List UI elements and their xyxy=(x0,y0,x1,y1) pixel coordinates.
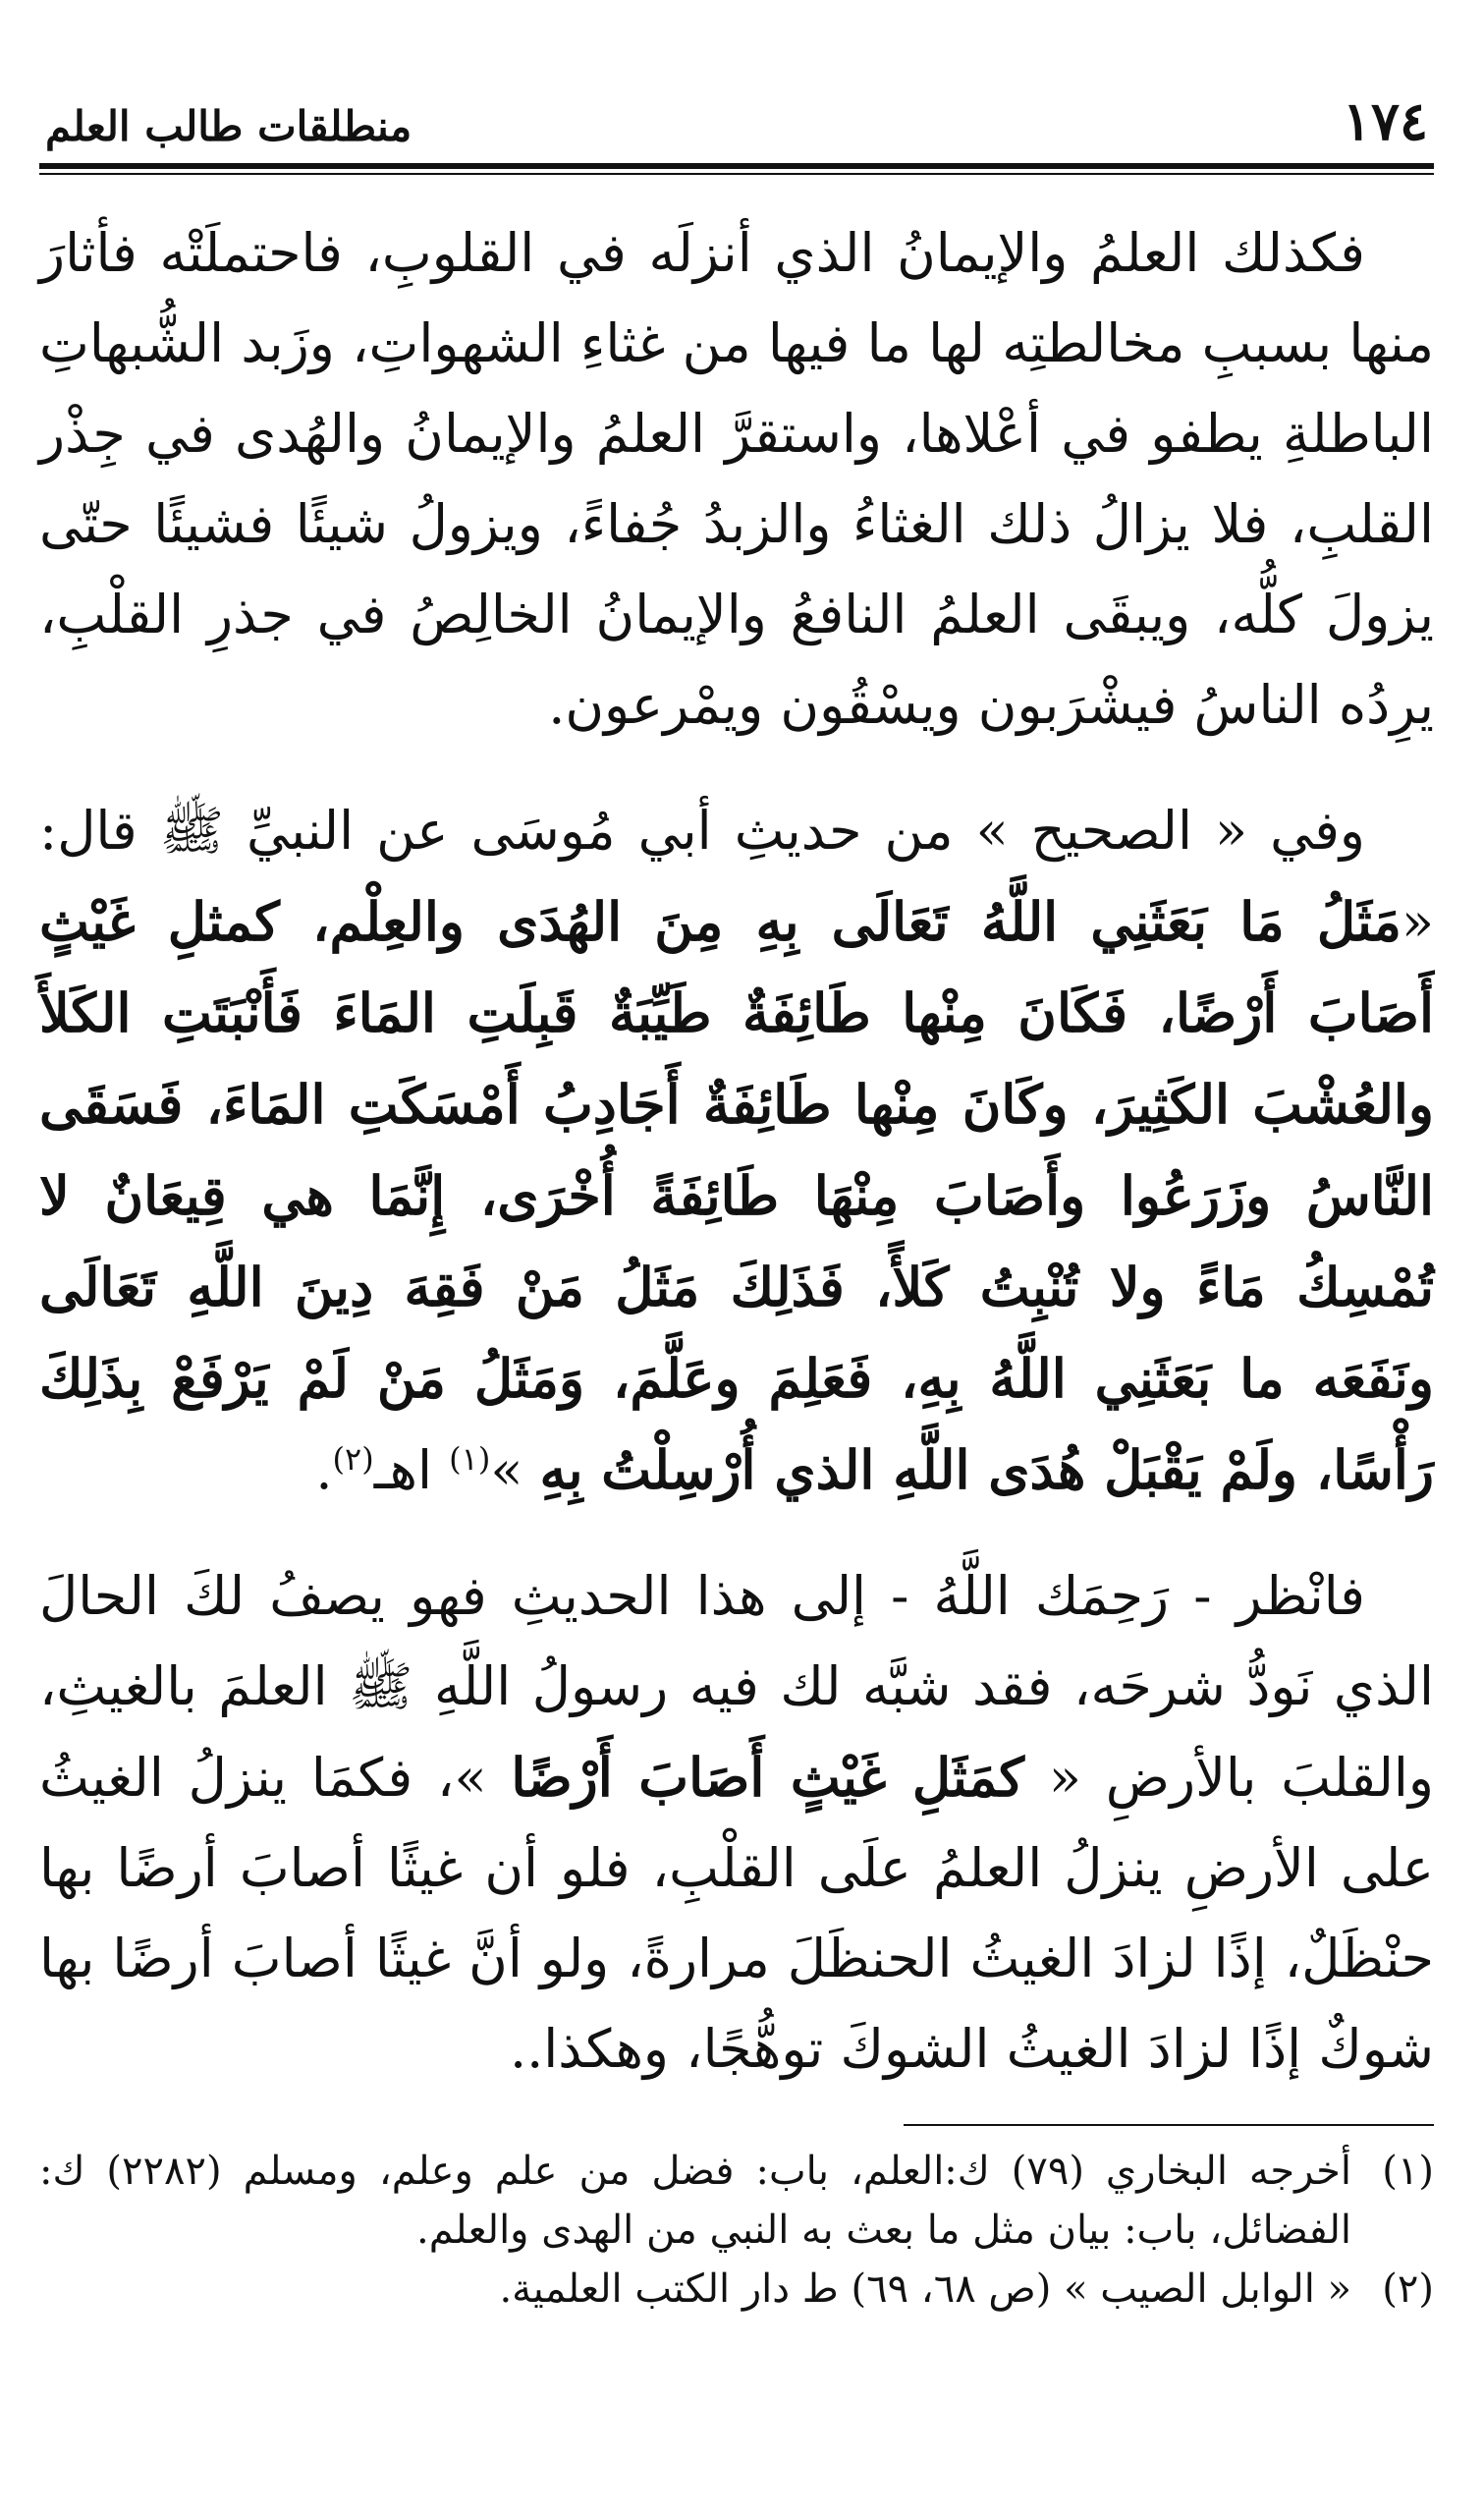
book-page xyxy=(39,79,1434,2476)
footnote-1-number: (١) xyxy=(1382,2149,1434,2194)
footnotes xyxy=(39,2142,1434,2319)
page-number: ١٧٤ xyxy=(1342,89,1428,152)
paragraph-3-part-2: »، فكمَا ينزلُ الغيثُ على الأرضِ ينزلُ العلمُ علَى القلْبِ، فلو أن غيثًا أصابَ أرضًا بها حنْظَلٌ، إذًا لزادَ الغيثُ الحنظَلَ مرارةً، ولو أنَّ غيثًا أصابَ أرضًا بها شوكٌ إذًا لزادَ الغيثُ الشوكَ توهُّجًا، وهكذا.. xyxy=(39,1747,1434,2080)
paragraph-2-end: . xyxy=(315,1439,333,1501)
paragraph-2 xyxy=(39,786,1434,1516)
footnote-rule xyxy=(904,2124,1434,2126)
footnote-ref-1: (١) xyxy=(449,1440,491,1478)
footnote-2-number: (٢) xyxy=(1382,2266,1434,2312)
paragraph-1: فكذلك العلمُ والإيمانُ الذي أنزلَه في القلوبِ، فاحتملَتْه فأثارَ منها بسببِ مخالطتِه لها ما فيها من غثاءِ الشهواتِ، وزَبد الشُّبهاتِ الباطلةِ يطفو في أعْلاها، واستقرَّ العلمُ والإيمانُ والهُدى في جِذْر القلبِ، فلا يزالُ ذلك الغثاءُ والزبدُ جُفاءً، ويزولُ شيئًا فشيئًا حتّى يزولَ كلُّه، ويبقَى العلمُ النافعُ والإيمانُ الخالِصُ في جذرِ القلْبِ، يرِدُه الناسُ فيشْرَبون ويسْقُون ويمْرعون. xyxy=(39,222,1434,736)
paragraph-2-intro: وفي « الصحيح » من حديثِ أبي مُوسَى عن النبيِّ ﷺ قال: « xyxy=(39,800,1434,953)
footnote-2 xyxy=(39,2260,1434,2319)
running-title: منطلقات طالب العلم xyxy=(45,102,412,150)
footnote-ref-2: (٢) xyxy=(332,1440,374,1478)
hadith-quote-bold: كمَثَلِ غَيْثٍ أَصَابَ أَرْضًا xyxy=(511,1746,1025,1809)
hadith-close-quote: » xyxy=(490,1439,540,1501)
page-header xyxy=(39,79,1434,152)
hadith-text: مَثَلُ مَا بَعَثَنِي اللَّهُ تَعَالَى بِهِ مِنَ الهُدَى والعِلْم، كمثلِ غَيْثٍ أَصَابَ أَرْضًا، فَكَانَ مِنْها طَائِفَةٌ طَيِّبَةٌ قَبِلَتِ المَاءَ فَأَنْبَتَتِ الكَلأَ والعُشْبَ الكَثِيرَ، وكَانَ مِنْها طَائِفَةٌ أَجَادِبُ أَمْسَكَتِ المَاءَ، فَسَقَى النَّاسُ وزَرَعُوا وأَصَابَ مِنْهَا طَائِفَةً أُخْرَى، إِنَّمَا هي قِيعَانٌ لا تُمْسِكُ مَاءً ولا تُنْبِتُ كَلأً، فَذَلِكَ مَثَلُ مَنْ فَقِهَ دِينَ اللَّهِ تَعَالَى ونَفَعَه ما بَعَثَنِي اللَّهُ بِهِ، فَعَلِمَ وعَلَّمَ، وَمَثَلُ مَنْ لَمْ يَرْفَعْ بِذَلِكَ رَأْسًا، ولَمْ يَقْبَلْ هُدَى اللَّهِ الذي أُرْسِلْتُ بِهِ xyxy=(39,890,1434,1501)
paragraph-2-tail: اهـ xyxy=(373,1439,450,1501)
footnote-1-text: أخرجه البخاري (٧٩) ك:العلم، باب: فضل من علم وعلم، ومسلم (٢٢٨٢) ك: الفضائل، باب: بيان مثل ما بعث به النبي من الهدى والعلم. xyxy=(39,2149,1352,2253)
footnote-2-text: « الوابل الصيب » (ص ٦٨، ٦٩) ط دار الكتب العلمية. xyxy=(499,2266,1351,2312)
paragraph-3 xyxy=(39,1551,1434,2095)
main-text xyxy=(39,208,1434,2095)
paragraph-3-part-1: فانْظر - رَحِمَك اللَّهُ - إلى هذا الحديثِ فهو يصفُ لكَ الحالَ الذي نَودُّ شرحَه، فقد شبَّه لك فيه رسولُ اللَّهِ ﷺ العلمَ بالغيثِ، والقلبَ بالأرضِ « xyxy=(39,1565,1434,1809)
footnote-1 xyxy=(39,2142,1434,2260)
header-rule xyxy=(39,163,1434,175)
